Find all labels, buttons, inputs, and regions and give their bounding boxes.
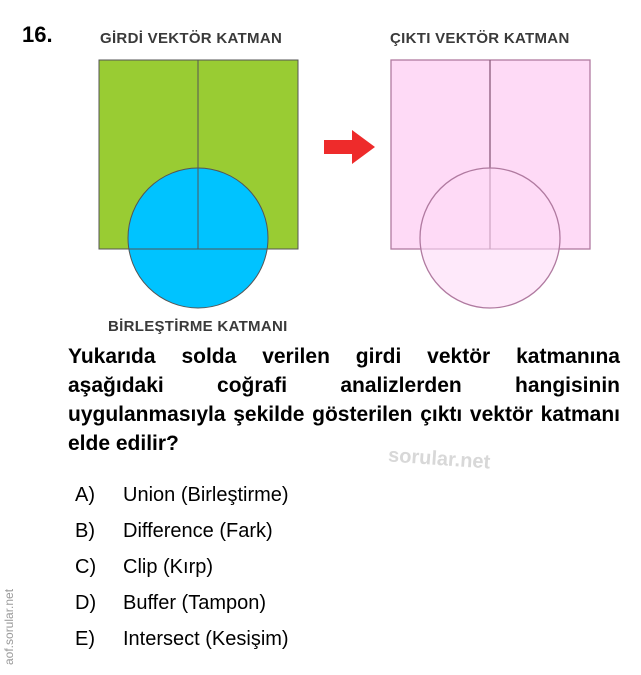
option-text: Difference (Fark)	[123, 520, 273, 542]
option-letter: E)	[75, 628, 95, 650]
option-c[interactable]	[75, 552, 289, 588]
option-text: Clip (Kırp)	[123, 556, 214, 578]
option-text: Intersect (Kesişim)	[123, 628, 289, 650]
option-e[interactable]	[75, 624, 289, 660]
option-a[interactable]	[75, 480, 289, 516]
output-vector-layer	[391, 60, 590, 308]
watermark: sorular.net	[387, 444, 491, 474]
input-vector-layer	[99, 60, 298, 308]
question-number: 16.	[22, 22, 53, 47]
option-letter: C)	[75, 556, 97, 578]
side-watermark: aof.sorular.net	[2, 588, 16, 665]
option-text: Union (Birleştirme)	[123, 484, 289, 506]
right-arrow-icon	[324, 130, 375, 164]
input-layer-label: GİRDİ VEKTÖR KATMAN	[100, 30, 283, 47]
option-letter: D)	[75, 592, 97, 614]
question-text: Yukarıda solda verilen girdi vektör katmanına aşağıdaki coğrafi analizlerden hangisinin uygulanmasıyla şekilde gösterilen çıktı vektör katmanı elde edilir?	[68, 345, 620, 455]
option-text: Buffer (Tampon)	[123, 592, 267, 614]
output-layer-label: ÇIKTI VEKTÖR KATMAN	[390, 30, 570, 47]
option-b[interactable]	[75, 516, 289, 552]
option-letter: B)	[75, 520, 95, 542]
output-circle	[420, 168, 560, 308]
option-d[interactable]	[75, 588, 289, 624]
answer-options	[75, 480, 289, 660]
merge-layer-label: BİRLEŞTİRME KATMANI	[108, 318, 288, 335]
option-letter: A)	[75, 484, 95, 506]
